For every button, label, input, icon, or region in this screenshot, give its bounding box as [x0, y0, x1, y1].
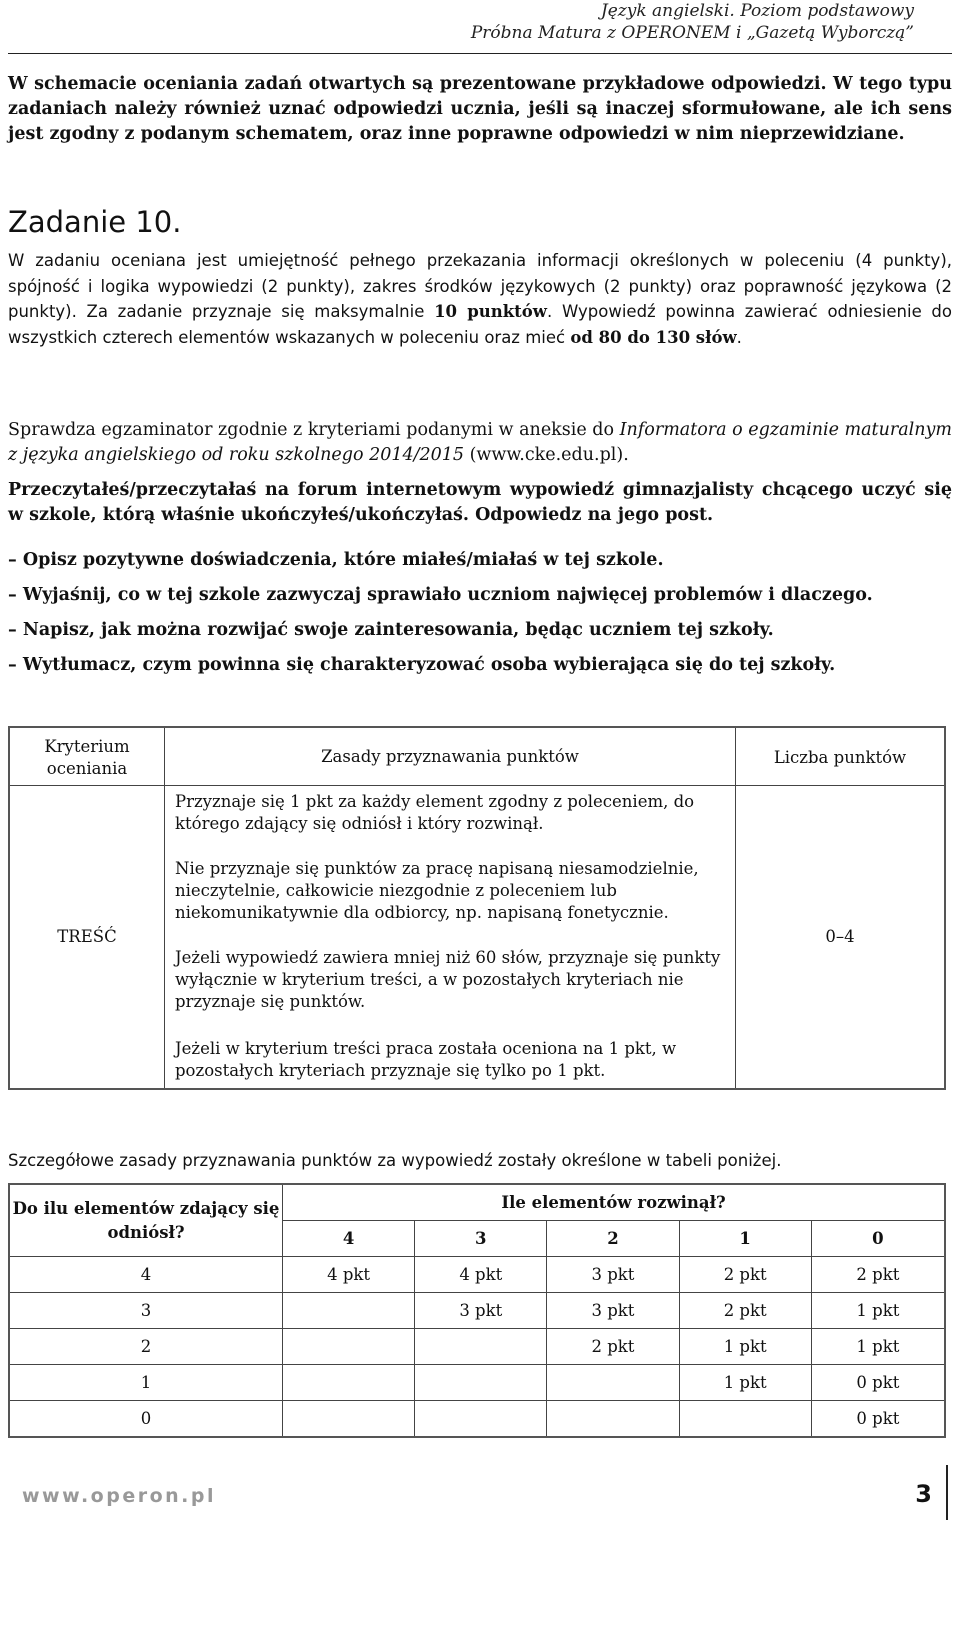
detail-col-group-header: Ile elementów rozwinął?: [283, 1184, 946, 1221]
table-row: [9, 1401, 945, 1438]
row-label: 4: [9, 1257, 283, 1293]
task-item: – Napisz, jak można rozwijać swoje zainteresowania, będąc uczniem tej szkoły.: [8, 620, 774, 640]
row-label: 3: [9, 1293, 283, 1329]
rules-cell: [165, 785, 736, 1089]
table-cell: 1 pkt: [811, 1293, 945, 1329]
table-row: [9, 1257, 945, 1293]
table-cell: 3 pkt: [415, 1293, 547, 1329]
rule-item: Przyznaje się 1 pkt za każdy element zgodny z poleceniem, do którego zdający się odniósł i który rozwinął.: [175, 791, 695, 833]
table-cell: [415, 1365, 547, 1401]
task-description: W zadaniu oceniana jest umiejętność pełnego przekazania informacji określonych w poleceniu (4 punkty), spójność i logika wypowiedzi (2 punkty), zakres środków językowych (2 punkty) oraz poprawność językowa (2 punkty). Za zadanie przyznaje się maksymalnie 10 punktów. Wypowiedź powinna zawierać odniesienie do wszystkich czterech elementów wskazanych w poleceniu oraz mieć od 80 do 130 słów.: [8, 251, 952, 347]
detail-row-header: Do ilu elementów zdający się odniósł?: [9, 1184, 283, 1257]
table-cell: 0 pkt: [811, 1365, 945, 1401]
table-cell: [679, 1401, 811, 1438]
task-title: Zadanie 10.: [8, 205, 182, 239]
table-cell: 2 pkt: [679, 1293, 811, 1329]
criteria-col-header: Kryterium oceniania: [9, 727, 165, 785]
row-label: 0: [9, 1401, 283, 1438]
informator-title: Informatora o egzaminie maturalnym z języka angielskiego od roku szkolnego 2014/2015: [8, 420, 953, 465]
task-items: [8, 543, 952, 683]
header-rule: [8, 53, 952, 54]
source-paragraph: Sprawdza egzaminator zgodnie z kryteriami podanymi w aneksie do Informatora o egzaminie maturalnym z języka angielskiego od roku szkolnego 2014/2015 (www.cke.edu.pl).: [8, 420, 953, 465]
table-cell: 4 pkt: [283, 1257, 415, 1293]
table-cell: 1 pkt: [679, 1365, 811, 1401]
table-cell: [547, 1365, 679, 1401]
points-col-header: Liczba punktów: [736, 727, 946, 785]
table-cell: [547, 1401, 679, 1438]
header-subject: Język angielski. Poziom podstawowy: [600, 1, 914, 21]
rule-item: Jeżeli wypowiedź zawiera mniej niż 60 słów, przyznaje się punkty wyłącznie w kryterium treści, a w pozostałych kryteriach nie przyznaje się punktów.: [175, 947, 721, 1011]
word-limit: od 80 do 130 słów: [570, 327, 737, 347]
detail-table: [8, 1183, 946, 1438]
page-header: [471, 0, 914, 44]
page-number: 3: [915, 1480, 932, 1508]
table-cell: 1 pkt: [811, 1329, 945, 1365]
detail-intro: Szczegółowe zasady przyznawania punktów za wypowiedź zostały określone w tabeli poniżej.: [8, 1151, 782, 1170]
table-cell: [283, 1329, 415, 1365]
detail-col-header: 4: [283, 1221, 415, 1257]
task-item: – Wyjaśnij, co w tej szkole zazwyczaj sprawiało uczniom najwięcej problemów i dlaczego.: [8, 585, 873, 605]
detail-col-header: 3: [415, 1221, 547, 1257]
table-cell: 2 pkt: [679, 1257, 811, 1293]
table-cell: 1 pkt: [679, 1329, 811, 1365]
header-exam: Próbna Matura z OPERONEM i „Gazetą Wyborczą”: [470, 23, 914, 43]
rule-item: Jeżeli w kryterium treści praca została oceniona na 1 pkt, w pozostałych kryteriach przyznaje się tylko po 1 pkt.: [175, 1038, 677, 1080]
table-cell: [283, 1293, 415, 1329]
table-cell: 4 pkt: [415, 1257, 547, 1293]
criteria-table: [8, 726, 946, 1090]
points-range: 0–4: [736, 785, 946, 1089]
table-cell: [415, 1401, 547, 1438]
table-cell: 3 pkt: [547, 1257, 679, 1293]
table-cell: 2 pkt: [811, 1257, 945, 1293]
task-item: – Wytłumacz, czym powinna się charakteryzować osoba wybierająca się do tej szkoły.: [8, 655, 836, 675]
row-label: 1: [9, 1365, 283, 1401]
task-item: – Opisz pozytywne doświadczenia, które miałeś/miałaś w tej szkole.: [8, 550, 664, 570]
rule-item: Nie przyznaje się punktów za pracę napisaną niesamodzielnie, nieczytelnie, całkowicie niezgodnie z poleceniem lub niekomunikatywnie dla odbiorcy, np. napisaną fonetycznie.: [175, 858, 699, 922]
table-cell: 0 pkt: [811, 1401, 945, 1438]
table-cell: [283, 1401, 415, 1438]
table-cell: 2 pkt: [547, 1329, 679, 1365]
table-row: [9, 1293, 945, 1329]
criterion-name: TREŚĆ: [9, 785, 165, 1089]
table-row: [9, 1365, 945, 1401]
page-number-bar: [946, 1465, 948, 1520]
table-cell: [283, 1365, 415, 1401]
table-cell: 3 pkt: [547, 1293, 679, 1329]
rules-col-header: Zasady przyznawania punktów: [165, 727, 736, 785]
detail-col-header: 1: [679, 1221, 811, 1257]
footer-url: www.operon.pl: [22, 1485, 216, 1507]
table-row: [9, 1329, 945, 1365]
table-cell: [415, 1329, 547, 1365]
row-label: 2: [9, 1329, 283, 1365]
task-prompt: Przeczytałeś/przeczytałaś na forum internetowym wypowiedź gimnazjalisty chcącego uczyć się w szkole, którą właśnie ukończyłeś/ukończyłaś. Odpowiedz na jego post.: [8, 480, 952, 525]
detail-col-header: 2: [547, 1221, 679, 1257]
detail-col-header: 0: [811, 1221, 945, 1257]
task-title-wrap: [8, 205, 181, 239]
max-points: 10 punktów: [434, 302, 548, 321]
intro-paragraph: W schemacie oceniania zadań otwartych są prezentowane przykładowe odpowiedzi. W tego typu zadaniach należy również uznać odpowiedzi ucznia, jeśli są inaczej sformułowane, ale ich sens jest zgodny z podanym schematem, oraz inne poprawne odpowiedzi w nim nieprzewidziane.: [8, 74, 952, 144]
